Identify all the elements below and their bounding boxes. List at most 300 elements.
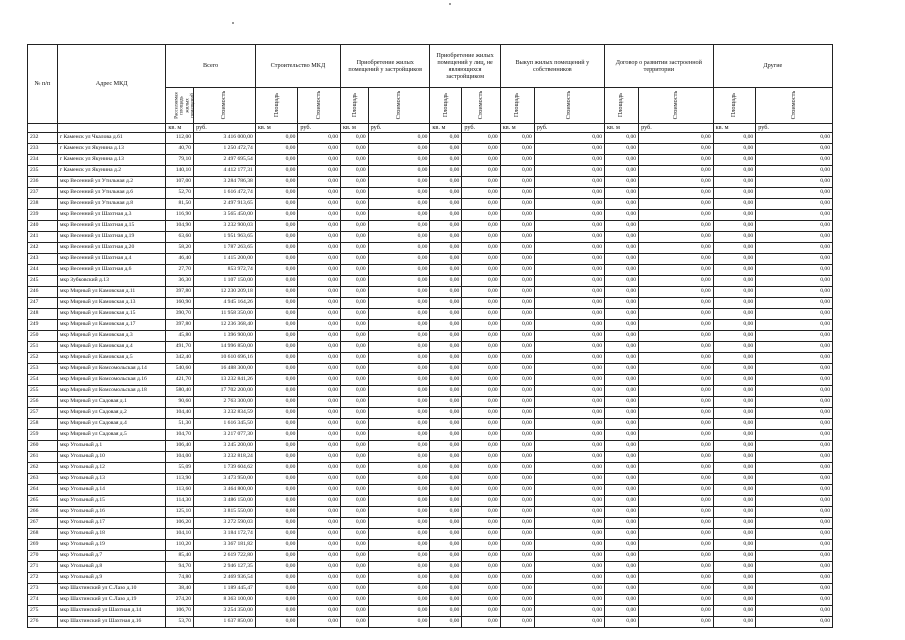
row-zero-value: 0,00 <box>368 276 430 287</box>
row-zero-value: 0,00 <box>462 386 500 397</box>
row-total-cost: 3 565 450,00 <box>194 210 256 221</box>
row-zero-value: 0,00 <box>639 540 714 551</box>
row-zero-value: 0,00 <box>341 353 369 364</box>
row-zero-value: 0,00 <box>368 573 430 584</box>
row-zero-value: 0,00 <box>713 276 756 287</box>
row-zero-value: 0,00 <box>713 265 756 276</box>
row-zero-value: 0,00 <box>462 210 500 221</box>
row-zero-value: 0,00 <box>713 430 756 441</box>
row-zero-value: 0,00 <box>639 595 714 606</box>
row-total-area: 421,70 <box>166 375 194 386</box>
row-zero-value: 0,00 <box>713 518 756 529</box>
row-zero-value: 0,00 <box>462 320 500 331</box>
row-zero-value: 0,00 <box>500 364 534 375</box>
row-zero-value: 0,00 <box>500 199 534 210</box>
row-total-area: 160,90 <box>166 298 194 309</box>
row-zero-value: 0,00 <box>713 144 756 155</box>
row-zero-value: 0,00 <box>341 287 369 298</box>
row-zero-value: 0,00 <box>639 441 714 452</box>
row-total-area: 38,40 <box>166 584 194 595</box>
table-row <box>28 309 833 320</box>
row-zero-value: 0,00 <box>534 397 604 408</box>
row-zero-value: 0,00 <box>639 243 714 254</box>
row-zero-value: 0,00 <box>756 177 833 188</box>
row-zero-value: 0,00 <box>298 419 341 430</box>
row-zero-value: 0,00 <box>534 452 604 463</box>
row-zero-value: 0,00 <box>341 177 369 188</box>
row-zero-value: 0,00 <box>500 518 534 529</box>
row-zero-value: 0,00 <box>605 342 639 353</box>
unit-cost: руб. <box>756 124 833 133</box>
row-zero-value: 0,00 <box>430 375 462 386</box>
row-zero-value: 0,00 <box>639 353 714 364</box>
row-zero-value: 0,00 <box>500 210 534 221</box>
row-zero-value: 0,00 <box>534 188 604 199</box>
row-address: г Каменск ул Якунина д.13 <box>57 144 166 155</box>
row-number: 238 <box>28 199 58 210</box>
row-zero-value: 0,00 <box>368 232 430 243</box>
row-zero-value: 0,00 <box>605 331 639 342</box>
row-zero-value: 0,00 <box>713 595 756 606</box>
unit-cost: руб. <box>194 124 256 133</box>
row-zero-value: 0,00 <box>605 529 639 540</box>
row-address: мкр Весенний ул Шахтная д.19 <box>57 232 166 243</box>
row-zero-value: 0,00 <box>255 221 298 232</box>
table-row <box>28 265 833 276</box>
row-zero-value: 0,00 <box>368 529 430 540</box>
row-zero-value: 0,00 <box>298 144 341 155</box>
row-total-cost: 12 236 368,40 <box>194 320 256 331</box>
row-zero-value: 0,00 <box>462 353 500 364</box>
row-zero-value: 0,00 <box>756 397 833 408</box>
row-zero-value: 0,00 <box>534 298 604 309</box>
row-zero-value: 0,00 <box>341 155 369 166</box>
row-zero-value: 0,00 <box>534 573 604 584</box>
row-zero-value: 0,00 <box>462 155 500 166</box>
table-row <box>28 562 833 573</box>
table-row <box>28 540 833 551</box>
row-zero-value: 0,00 <box>500 419 534 430</box>
row-zero-value: 0,00 <box>500 265 534 276</box>
row-total-area: 342,40 <box>166 353 194 364</box>
row-zero-value: 0,00 <box>500 188 534 199</box>
row-zero-value: 0,00 <box>605 276 639 287</box>
row-zero-value: 0,00 <box>500 133 534 144</box>
subheader-area: Площадь <box>605 88 639 124</box>
row-zero-value: 0,00 <box>430 243 462 254</box>
row-zero-value: 0,00 <box>430 177 462 188</box>
row-zero-value: 0,00 <box>430 232 462 243</box>
row-zero-value: 0,00 <box>605 419 639 430</box>
table-row <box>28 133 833 144</box>
row-zero-value: 0,00 <box>462 496 500 507</box>
row-zero-value: 0,00 <box>756 562 833 573</box>
row-zero-value: 0,00 <box>639 617 714 628</box>
row-zero-value: 0,00 <box>430 485 462 496</box>
row-zero-value: 0,00 <box>430 265 462 276</box>
scan-speck <box>232 22 234 24</box>
row-zero-value: 0,00 <box>713 210 756 221</box>
row-zero-value: 0,00 <box>255 353 298 364</box>
row-address: мкр Мирный ул Камовская д.4 <box>57 342 166 353</box>
row-total-cost: 2 497 913,65 <box>194 199 256 210</box>
row-total-area: 112,00 <box>166 133 194 144</box>
row-zero-value: 0,00 <box>298 584 341 595</box>
row-zero-value: 0,00 <box>534 386 604 397</box>
row-zero-value: 0,00 <box>639 562 714 573</box>
row-total-area: 40,70 <box>166 144 194 155</box>
row-zero-value: 0,00 <box>639 133 714 144</box>
row-total-cost: 3 184 172,74 <box>194 529 256 540</box>
subheader-cost: Стоимость <box>462 88 500 124</box>
row-zero-value: 0,00 <box>341 298 369 309</box>
row-zero-value: 0,00 <box>534 243 604 254</box>
row-number: 251 <box>28 342 58 353</box>
row-address: мкр Угольный д.17 <box>57 518 166 529</box>
row-zero-value: 0,00 <box>368 177 430 188</box>
subheader-cost: Стоимость <box>534 88 604 124</box>
row-number: 276 <box>28 617 58 628</box>
row-number: 250 <box>28 331 58 342</box>
row-zero-value: 0,00 <box>298 353 341 364</box>
row-zero-value: 0,00 <box>534 265 604 276</box>
row-zero-value: 0,00 <box>462 309 500 320</box>
row-zero-value: 0,00 <box>298 364 341 375</box>
row-zero-value: 0,00 <box>368 595 430 606</box>
row-number: 236 <box>28 177 58 188</box>
row-zero-value: 0,00 <box>368 210 430 221</box>
row-zero-value: 0,00 <box>462 617 500 628</box>
row-total-cost: 3 284 786,38 <box>194 177 256 188</box>
row-zero-value: 0,00 <box>430 452 462 463</box>
row-zero-value: 0,00 <box>534 617 604 628</box>
row-zero-value: 0,00 <box>713 133 756 144</box>
row-zero-value: 0,00 <box>605 507 639 518</box>
row-zero-value: 0,00 <box>462 408 500 419</box>
row-zero-value: 0,00 <box>368 254 430 265</box>
row-address: мкр Шахтинский ул Шахтная д.16 <box>57 617 166 628</box>
row-zero-value: 0,00 <box>430 386 462 397</box>
row-address: мкр Шахтинский ул С.Лазо д.19 <box>57 595 166 606</box>
row-total-cost: 3 254 350,00 <box>194 606 256 617</box>
row-address: г Каменск ул Чкалова д.61 <box>57 133 166 144</box>
row-zero-value: 0,00 <box>756 452 833 463</box>
row-zero-value: 0,00 <box>534 507 604 518</box>
row-total-area: 36,30 <box>166 276 194 287</box>
row-zero-value: 0,00 <box>430 342 462 353</box>
row-zero-value: 0,00 <box>341 606 369 617</box>
unit-area: кв. м <box>605 124 639 133</box>
row-zero-value: 0,00 <box>534 353 604 364</box>
row-zero-value: 0,00 <box>605 298 639 309</box>
row-zero-value: 0,00 <box>605 210 639 221</box>
row-address: мкр Угольный д.10 <box>57 452 166 463</box>
row-zero-value: 0,00 <box>639 419 714 430</box>
row-number: 243 <box>28 254 58 265</box>
unit-cost: руб. <box>298 124 341 133</box>
row-zero-value: 0,00 <box>500 254 534 265</box>
row-number: 240 <box>28 221 58 232</box>
row-zero-value: 0,00 <box>462 265 500 276</box>
row-zero-value: 0,00 <box>462 441 500 452</box>
row-address: мкр Мирный ул Камовская д.15 <box>57 309 166 320</box>
row-zero-value: 0,00 <box>430 287 462 298</box>
row-total-cost: 3 486 150,00 <box>194 496 256 507</box>
row-zero-value: 0,00 <box>500 562 534 573</box>
row-zero-value: 0,00 <box>756 375 833 386</box>
row-zero-value: 0,00 <box>255 419 298 430</box>
row-total-area: 397,80 <box>166 320 194 331</box>
row-total-area: 114,30 <box>166 496 194 507</box>
row-zero-value: 0,00 <box>255 408 298 419</box>
row-zero-value: 0,00 <box>500 221 534 232</box>
row-address: мкр Угольный д.1 <box>57 441 166 452</box>
row-total-cost: 853 972,74 <box>194 265 256 276</box>
row-zero-value: 0,00 <box>298 617 341 628</box>
table-row <box>28 276 833 287</box>
row-zero-value: 0,00 <box>756 133 833 144</box>
table-row <box>28 243 833 254</box>
row-zero-value: 0,00 <box>255 287 298 298</box>
row-zero-value: 0,00 <box>368 430 430 441</box>
row-zero-value: 0,00 <box>255 276 298 287</box>
row-zero-value: 0,00 <box>756 331 833 342</box>
row-zero-value: 0,00 <box>341 595 369 606</box>
row-zero-value: 0,00 <box>298 309 341 320</box>
row-zero-value: 0,00 <box>298 166 341 177</box>
table-row <box>28 452 833 463</box>
row-zero-value: 0,00 <box>341 265 369 276</box>
row-zero-value: 0,00 <box>255 397 298 408</box>
row-zero-value: 0,00 <box>534 309 604 320</box>
row-zero-value: 0,00 <box>639 430 714 441</box>
row-zero-value: 0,00 <box>534 133 604 144</box>
row-number: 237 <box>28 188 58 199</box>
row-total-cost: 1 637 850,00 <box>194 617 256 628</box>
row-zero-value: 0,00 <box>713 155 756 166</box>
row-zero-value: 0,00 <box>368 287 430 298</box>
row-zero-value: 0,00 <box>298 518 341 529</box>
row-zero-value: 0,00 <box>639 397 714 408</box>
row-zero-value: 0,00 <box>713 452 756 463</box>
row-zero-value: 0,00 <box>713 287 756 298</box>
row-zero-value: 0,00 <box>500 595 534 606</box>
row-zero-value: 0,00 <box>534 595 604 606</box>
row-total-area: 113,90 <box>166 474 194 485</box>
row-zero-value: 0,00 <box>462 573 500 584</box>
subheader-cost: Стоимость <box>194 88 256 124</box>
row-zero-value: 0,00 <box>430 320 462 331</box>
row-zero-value: 0,00 <box>298 199 341 210</box>
unit-area: кв. м <box>341 124 369 133</box>
row-zero-value: 0,00 <box>341 441 369 452</box>
row-number: 248 <box>28 309 58 320</box>
row-zero-value: 0,00 <box>462 529 500 540</box>
row-zero-value: 0,00 <box>534 551 604 562</box>
row-zero-value: 0,00 <box>341 496 369 507</box>
row-total-area: 79,10 <box>166 155 194 166</box>
subheader-area: Площадь <box>341 88 369 124</box>
row-zero-value: 0,00 <box>605 573 639 584</box>
row-zero-value: 0,00 <box>341 540 369 551</box>
table-row <box>28 221 833 232</box>
row-zero-value: 0,00 <box>341 309 369 320</box>
row-zero-value: 0,00 <box>756 221 833 232</box>
row-total-area: 63,60 <box>166 232 194 243</box>
row-zero-value: 0,00 <box>756 529 833 540</box>
row-address: мкр Мирный ул Камовская д.13 <box>57 298 166 309</box>
row-zero-value: 0,00 <box>500 144 534 155</box>
row-zero-value: 0,00 <box>368 496 430 507</box>
row-zero-value: 0,00 <box>341 342 369 353</box>
row-total-cost: 1 396 900,00 <box>194 331 256 342</box>
row-address: г Каменск ул Якунина д.2 <box>57 166 166 177</box>
row-total-area: 274,20 <box>166 595 194 606</box>
row-zero-value: 0,00 <box>605 452 639 463</box>
row-zero-value: 0,00 <box>462 177 500 188</box>
row-zero-value: 0,00 <box>639 474 714 485</box>
row-zero-value: 0,00 <box>534 463 604 474</box>
row-zero-value: 0,00 <box>368 617 430 628</box>
row-zero-value: 0,00 <box>639 144 714 155</box>
row-number: 246 <box>28 287 58 298</box>
row-number: 256 <box>28 397 58 408</box>
row-zero-value: 0,00 <box>713 199 756 210</box>
row-number: 265 <box>28 496 58 507</box>
row-zero-value: 0,00 <box>713 617 756 628</box>
row-total-cost: 1 616 472,74 <box>194 188 256 199</box>
row-zero-value: 0,00 <box>605 144 639 155</box>
row-zero-value: 0,00 <box>462 452 500 463</box>
row-zero-value: 0,00 <box>534 408 604 419</box>
row-zero-value: 0,00 <box>430 353 462 364</box>
row-zero-value: 0,00 <box>255 298 298 309</box>
row-zero-value: 0,00 <box>341 232 369 243</box>
row-address: мкр Мирный ул Комсомольская д.14 <box>57 364 166 375</box>
row-zero-value: 0,00 <box>255 364 298 375</box>
unit-area: кв. м <box>713 124 756 133</box>
row-zero-value: 0,00 <box>605 199 639 210</box>
row-zero-value: 0,00 <box>500 166 534 177</box>
row-zero-value: 0,00 <box>756 353 833 364</box>
row-zero-value: 0,00 <box>500 485 534 496</box>
row-address: мкр Мирный ул Комсомольская д.16 <box>57 375 166 386</box>
row-zero-value: 0,00 <box>430 573 462 584</box>
row-zero-value: 0,00 <box>756 188 833 199</box>
row-zero-value: 0,00 <box>255 243 298 254</box>
row-zero-value: 0,00 <box>255 342 298 353</box>
row-total-cost: 12 230 209,18 <box>194 287 256 298</box>
row-total-area: 90,60 <box>166 397 194 408</box>
row-total-area: 81,50 <box>166 199 194 210</box>
row-zero-value: 0,00 <box>255 441 298 452</box>
table-row <box>28 485 833 496</box>
row-total-cost: 3 367 181,82 <box>194 540 256 551</box>
row-zero-value: 0,00 <box>756 265 833 276</box>
table-row <box>28 419 833 430</box>
row-total-cost: 3 815 550,00 <box>194 507 256 518</box>
row-zero-value: 0,00 <box>713 397 756 408</box>
unit-area: кв. м <box>430 124 462 133</box>
row-zero-value: 0,00 <box>500 617 534 628</box>
row-zero-value: 0,00 <box>298 606 341 617</box>
row-total-cost: 3 217 077,30 <box>194 430 256 441</box>
row-total-area: 106,40 <box>166 441 194 452</box>
row-address: мкр Мирный ул Камовская д.5 <box>57 353 166 364</box>
row-zero-value: 0,00 <box>500 540 534 551</box>
row-zero-value: 0,00 <box>255 199 298 210</box>
header-buyout: Выкуп жилых помещений у собственников <box>500 45 604 88</box>
row-zero-value: 0,00 <box>255 562 298 573</box>
row-zero-value: 0,00 <box>341 375 369 386</box>
row-zero-value: 0,00 <box>534 276 604 287</box>
table-body <box>28 133 833 628</box>
row-zero-value: 0,00 <box>368 441 430 452</box>
row-zero-value: 0,00 <box>713 298 756 309</box>
row-zero-value: 0,00 <box>255 463 298 474</box>
row-zero-value: 0,00 <box>500 386 534 397</box>
row-zero-value: 0,00 <box>341 320 369 331</box>
table-row <box>28 441 833 452</box>
row-zero-value: 0,00 <box>341 485 369 496</box>
header-territory-development: Договор о развитии застроенной территории <box>605 45 714 88</box>
row-zero-value: 0,00 <box>341 243 369 254</box>
resettlement-table <box>27 44 833 628</box>
row-total-cost: 1 616 345,50 <box>194 419 256 430</box>
row-address: мкр Угольный д.8 <box>57 562 166 573</box>
subheader-cost: Стоимость <box>298 88 341 124</box>
row-number: 260 <box>28 441 58 452</box>
row-total-area: 52,70 <box>166 188 194 199</box>
row-total-cost: 1 415 200,00 <box>194 254 256 265</box>
row-zero-value: 0,00 <box>255 155 298 166</box>
row-zero-value: 0,00 <box>500 551 534 562</box>
row-zero-value: 0,00 <box>639 210 714 221</box>
row-zero-value: 0,00 <box>341 221 369 232</box>
row-zero-value: 0,00 <box>368 320 430 331</box>
row-zero-value: 0,00 <box>500 331 534 342</box>
row-zero-value: 0,00 <box>639 496 714 507</box>
row-zero-value: 0,00 <box>605 353 639 364</box>
row-zero-value: 0,00 <box>368 463 430 474</box>
row-total-cost: 3 232 900,03 <box>194 221 256 232</box>
table-row <box>28 408 833 419</box>
row-zero-value: 0,00 <box>713 254 756 265</box>
table-row <box>28 232 833 243</box>
row-total-area: 58,20 <box>166 243 194 254</box>
row-zero-value: 0,00 <box>430 408 462 419</box>
row-zero-value: 0,00 <box>462 595 500 606</box>
row-zero-value: 0,00 <box>430 474 462 485</box>
table-row <box>28 287 833 298</box>
row-total-area: 106,20 <box>166 518 194 529</box>
row-zero-value: 0,00 <box>462 419 500 430</box>
row-total-area: 113,60 <box>166 485 194 496</box>
table-row <box>28 573 833 584</box>
row-zero-value: 0,00 <box>713 342 756 353</box>
row-zero-value: 0,00 <box>430 166 462 177</box>
unit-cost: руб. <box>462 124 500 133</box>
table-row <box>28 375 833 386</box>
row-total-area: 74,80 <box>166 573 194 584</box>
row-number: 245 <box>28 276 58 287</box>
table-row <box>28 606 833 617</box>
row-zero-value: 0,00 <box>430 518 462 529</box>
row-number: 270 <box>28 551 58 562</box>
row-zero-value: 0,00 <box>368 353 430 364</box>
row-zero-value: 0,00 <box>756 606 833 617</box>
row-address: мкр Весенний ул Шахтная д.15 <box>57 221 166 232</box>
